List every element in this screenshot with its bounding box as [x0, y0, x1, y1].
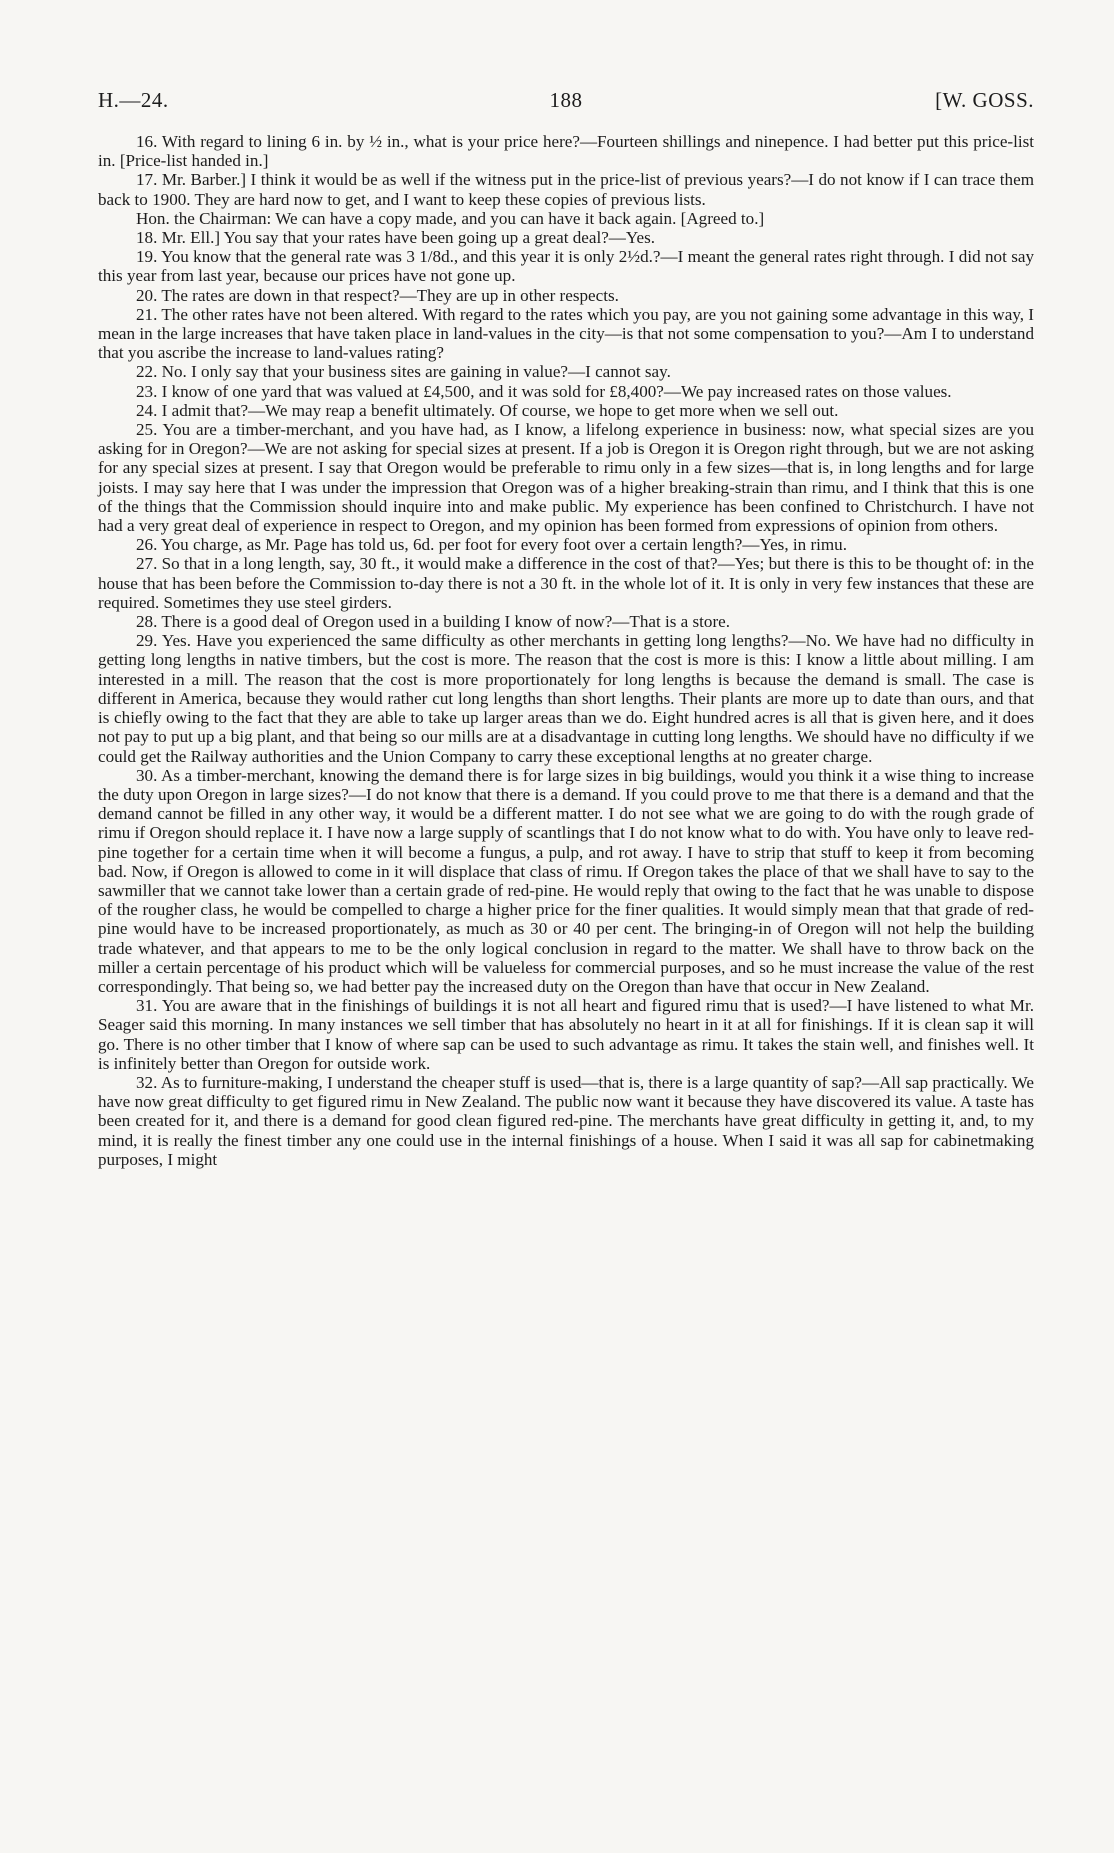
paragraph-24: 24. I admit that?—We may reap a benefit ultimately. Of course, we hope to get more when we sell out. — [136, 400, 839, 420]
paragraph-chairman: Hon. the Chairman: We can have a copy made, and you can have it back again. [Agreed to.] — [136, 208, 765, 228]
paragraph-22: 22. No. I only say that your business sites are gaining in value?—I cannot say. — [136, 362, 671, 382]
witness-name: [W. GOSS. — [935, 88, 1034, 112]
paragraph-30: 30. As a timber-merchant, knowing the demand there is for large sizes in big buildings, would you think it a wise thing to increase the duty upon Oregon in large sizes?—I do not know that there is a demand. If you could prove to me that there is a demand and that the demand cannot be filled in any other way, it would be a different matter. I do not see what we are going to do with the rough grade of rimu if Oregon should replace it. I have now a large supply of scantlings that I do not know what to do with. You have only to leave red-pine together for a certain time when it will become a fungus, a pulp, and rot away. I have to strip that stuff to keep it from becoming bad. Now, if Oregon is allowed to come in it will displace that class of rimu. If Oregon takes the place of that we shall have to say to the sawmiller that we cannot take lower than a certain grade of red-pine. He would reply that owing to the fact that he was unable to dispose of the rougher class, he would be compelled to charge a higher price for the finer qualities. It would simply mean that that grade of red-pine would have to be increased proportionately, as much as 30 or 40 per cent. The bringing-in of Oregon will not help the building trade whatever, and that appears to me to be the only logical conclusion in regard to the matter. We shall have to throw back on the miller a certain percentage of his product which will be valueless for commercial purposes, and so he must increase the value of the rest correspondingly. That being so, we had better pay the increased duty on the Oregon than have that occur in New Zealand. — [98, 765, 1034, 996]
page-number: 188 — [549, 88, 583, 112]
paragraph-25: 25. You are a timber-merchant, and you have had, as I know, a lifelong experience in business: now, what special sizes are you asking for in Oregon?—We are not asking for special sizes at present. If a job is Oregon it is Oregon right through, but we are not asking for any special sizes at present. I say that Oregon would be preferable to rimu only in a few sizes—that is, in long lengths and for large joists. I may say here that I was under the impression that Oregon was of a higher breaking-strain than rimu, and I think that this is one of the things that the Commission should inquire into and make public. My experience has been confined to Christchurch. I have not had a very great deal of experience in respect to Oregon, and my opinion has been formed from expressions of opinion from others. — [98, 420, 1034, 536]
document-reference: H.—24. — [98, 88, 169, 112]
paragraph-32: 32. As to furniture-making, I understand the cheaper stuff is used—that is, there is a large quantity of sap?—All sap practically. We have now great difficulty to get figured rimu in New Zealand. The public now want it because they have discovered its value. A taste has been created for it, and there is a demand for good clean figured red-pine. The merchants have great difficulty in getting it, and, to my mind, it is really the finest timber any one could use in the internal finishings of a house. When I said it was all sap for cabinetmaking purposes, I might — [98, 1072, 1034, 1169]
paragraph-21: 21. The other rates have not been altered. With regard to the rates which you pay, are you not gaining some advantage in this way, I mean in the large increases that have taken place in land-values in the city—is that not some compensation to you?—Am I to understand that you ascribe the increase to land-values rating? — [98, 304, 1034, 363]
paragraph-18: 18. Mr. Ell.] You say that your rates have been going up a great deal?—Yes. — [136, 228, 656, 248]
testimony-body — [98, 132, 1034, 1169]
paragraph-16: 16. With regard to lining 6 in. by ½ in., what is your price here?—Fourteen shillings and ninepence. I had better put this price-list in. [Price-list handed in.] — [98, 132, 1034, 171]
page-header — [98, 88, 1034, 132]
paragraph-19: 19. You know that the general rate was 3 1/8d., and this year it is only 2½d.?—I meant the general rates right through. I did not say this year from last year, because our prices have not gone up. — [98, 247, 1034, 286]
paragraph-28: 28. There is a good deal of Oregon used in a building I know of now?—That is a store. — [136, 612, 731, 632]
paragraph-23: 23. I know of one yard that was valued at £4,500, and it was sold for £8,400?—We pay increased rates on those values. — [136, 381, 952, 401]
paragraph-27: 27. So that in a long length, say, 30 ft., it would make a difference in the cost of that?—Yes; but there is this to be thought of: in the house that has been before the Commission to-day there is not a 30 ft. in the whole lot of it. It is only in very few instances that these are required. Sometimes they use steel girders. — [98, 554, 1034, 612]
paragraph-29: 29. Yes. Have you experienced the same difficulty as other merchants in getting long lengths?—No. We have had no difficulty in getting long lengths in native timbers, but the cost is more. The reason that the cost is more is this: I know a little about milling. I am interested in a mill. The reason that the cost is more proportionately for long lengths is because the demand is small. The case is different in America, because they would rather cut long lengths than short lengths. Their plants are more up to date than ours, and that is chiefly owing to the fact that they are able to take up larger areas than we do. Eight hundred acres is all that is given here, and it does not pay to put up a big plant, and that being so our mills are at a disadvantage in cutting long lengths. We should have no difficulty if we could get the Railway authorities and the Union Company to carry these exceptional lengths at no greater charge. — [98, 631, 1034, 766]
paragraph-26: 26. You charge, as Mr. Page has told us, 6d. per foot for every foot over a certain length?—Yes, in rimu. — [136, 535, 847, 555]
paragraph-17: 17. Mr. Barber.] I think it would be as well if the witness put in the price-list of previous years?—I do not know if I can trace them back to 1900. They are hard now to get, and I want to keep these copies of previous lists. — [98, 170, 1034, 209]
paragraph-31: 31. You are aware that in the finishings of buildings it is not all heart and figured rimu that is used?—I have listened to what Mr. Seager said this morning. In many instances we sell timber that has absolutely no heart in it at all for finishings. If it is clean sap it will go. There is no other timber that I know of where sap can be used to such advantage as rimu. It takes the stain well, and finishes well. It is infinitely better than Oregon for outside work. — [98, 996, 1034, 1073]
paragraph-20: 20. The rates are down in that respect?—They are up in other respects. — [136, 285, 619, 305]
